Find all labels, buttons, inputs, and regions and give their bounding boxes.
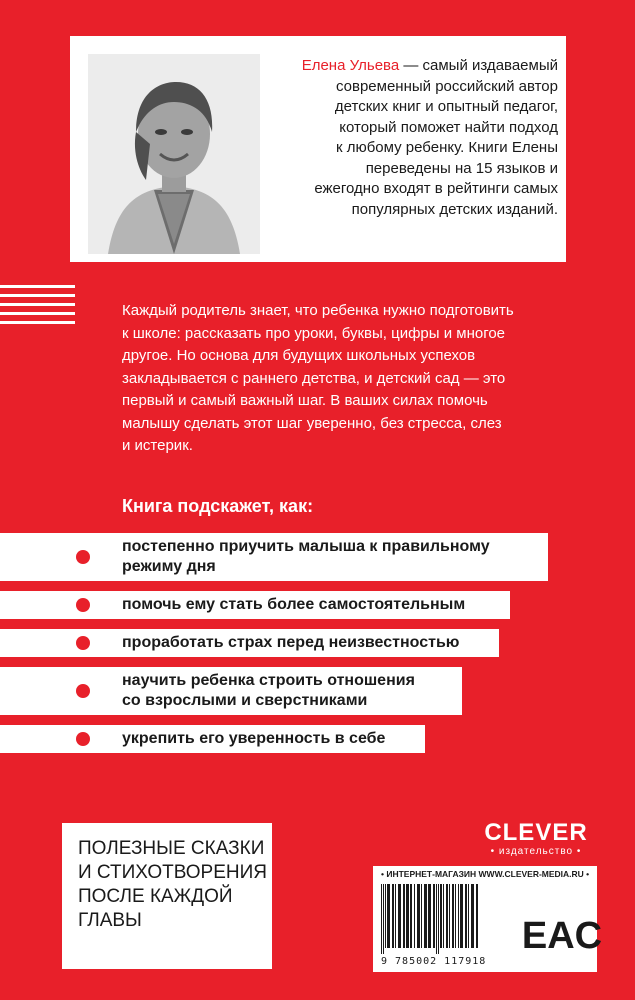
isbn-number: 9 785002 117918 (381, 956, 487, 967)
author-bio-line: к любому ребенку. Книги Елены (335, 139, 558, 156)
eac-mark-icon (521, 888, 603, 966)
author-photo (88, 54, 260, 254)
stripe (0, 285, 75, 288)
barcode-bar (471, 884, 474, 948)
barcode-bar (421, 884, 422, 948)
benefit-item (0, 591, 510, 619)
intro-line: и истерик. (122, 437, 193, 454)
eac-mark-text: EAC (521, 915, 603, 957)
stripe (0, 294, 75, 297)
publisher-logo (480, 820, 592, 858)
extras-text: ПОЛЕЗНЫЕ СКАЗКИ И СТИХОТВОРЕНИЯ ПОСЛЕ КАЖДОЙ ГЛАВЫ (78, 838, 267, 931)
bullet-dot-icon (76, 684, 90, 698)
author-name: Елена Ульева (301, 57, 400, 74)
benefit-item (0, 629, 499, 657)
barcode-bar (460, 884, 463, 948)
barcode-bar (452, 884, 454, 948)
intro-line: Каждый родитель знает, что ребенка нужно подготовить (122, 302, 514, 319)
shop-url: • ИНТЕРНЕТ-МАГАЗИН WWW.CLEVER-MEDIA.RU • (381, 869, 590, 879)
barcode-bar (414, 884, 415, 948)
barcode-bar (381, 884, 382, 954)
barcode-bar (468, 884, 469, 948)
intro-line: малышу сделать этот шаг уверенно, без стресса, слез (122, 414, 502, 432)
barcode-bar (406, 884, 409, 948)
barcode-bar (465, 884, 467, 948)
barcode-bar (424, 884, 427, 948)
extras-box (62, 823, 272, 969)
benefit-item (0, 725, 425, 753)
publisher-subtitle: • издательство • (490, 846, 582, 857)
stripe (0, 312, 75, 315)
benefit-text: помочь ему стать более самостоятельным (122, 596, 466, 613)
barcode-bar (385, 884, 386, 948)
benefit-text: проработать страх перед неизвестностью (122, 634, 460, 651)
author-bio-line: переведены на 15 языков и (365, 159, 558, 177)
decorative-stripes (0, 285, 75, 330)
barcode-bar (387, 884, 390, 948)
author-bio (298, 56, 558, 220)
barcode-bar (443, 884, 444, 948)
barcode-bar (410, 884, 412, 948)
benefit-text: укрепить его уверенность в себе (122, 730, 386, 747)
author-bio-line: современный российский автор (335, 77, 558, 95)
barcode-bar (398, 884, 401, 948)
barcode-bar (417, 884, 420, 948)
how-title: Книга подскажет, как: (122, 496, 314, 516)
barcode-bar (395, 884, 396, 948)
barcode-bar (476, 884, 478, 948)
stripe (0, 303, 75, 306)
intro-paragraph (122, 300, 592, 458)
benefits-list (0, 533, 635, 763)
barcode-panel (373, 866, 603, 972)
barcode-bar (403, 884, 405, 948)
author-bio-line: который поможет найти подход (339, 118, 558, 136)
intro-line: другое. Но основа для будущих школьных успехов (122, 347, 476, 364)
barcode-bar (455, 884, 456, 948)
author-bio-line: — самый издаваемый (403, 57, 558, 74)
barcode-icon (379, 884, 529, 954)
bullet-dot-icon (76, 550, 90, 564)
benefit-item (0, 667, 462, 715)
intro-line: закладывается с раннего детства, и детский сад — это (122, 369, 506, 387)
barcode-bar (449, 884, 450, 948)
barcode-bar (428, 884, 431, 948)
benefit-item (0, 533, 548, 581)
bullet-dot-icon (76, 636, 90, 650)
intro-line: к школе: рассказать про уроки, буквы, цифры и многое (122, 324, 506, 342)
barcode-bar (458, 884, 459, 948)
barcode-bar (440, 884, 442, 948)
author-card (70, 36, 566, 262)
author-bio-line: ежегодно входят в рейтинги самых (314, 180, 558, 197)
stripe (0, 321, 75, 324)
bullet-dot-icon (76, 732, 90, 746)
publisher-name: CLEVER (484, 819, 588, 846)
barcode-bar (446, 884, 448, 948)
barcode-bar (438, 884, 439, 954)
intro-line: первый и самый важный шаг. В ваших силах помочь (122, 392, 488, 409)
benefit-text: научить ребенка строить отношения со взрослыми и сверстниками (122, 672, 415, 709)
author-bio-line: детских книг и опытный педагог, (334, 98, 558, 115)
barcode-bar (392, 884, 394, 948)
author-bio-line: популярных детских изданий. (351, 200, 558, 218)
barcode-bar (436, 884, 437, 954)
bullet-dot-icon (76, 598, 90, 612)
benefit-text: постепенно приучить малыша к правильному режиму дня (122, 538, 490, 575)
barcode-bar (433, 884, 435, 948)
author-portrait-image (88, 54, 260, 254)
barcode-bar (383, 884, 384, 954)
